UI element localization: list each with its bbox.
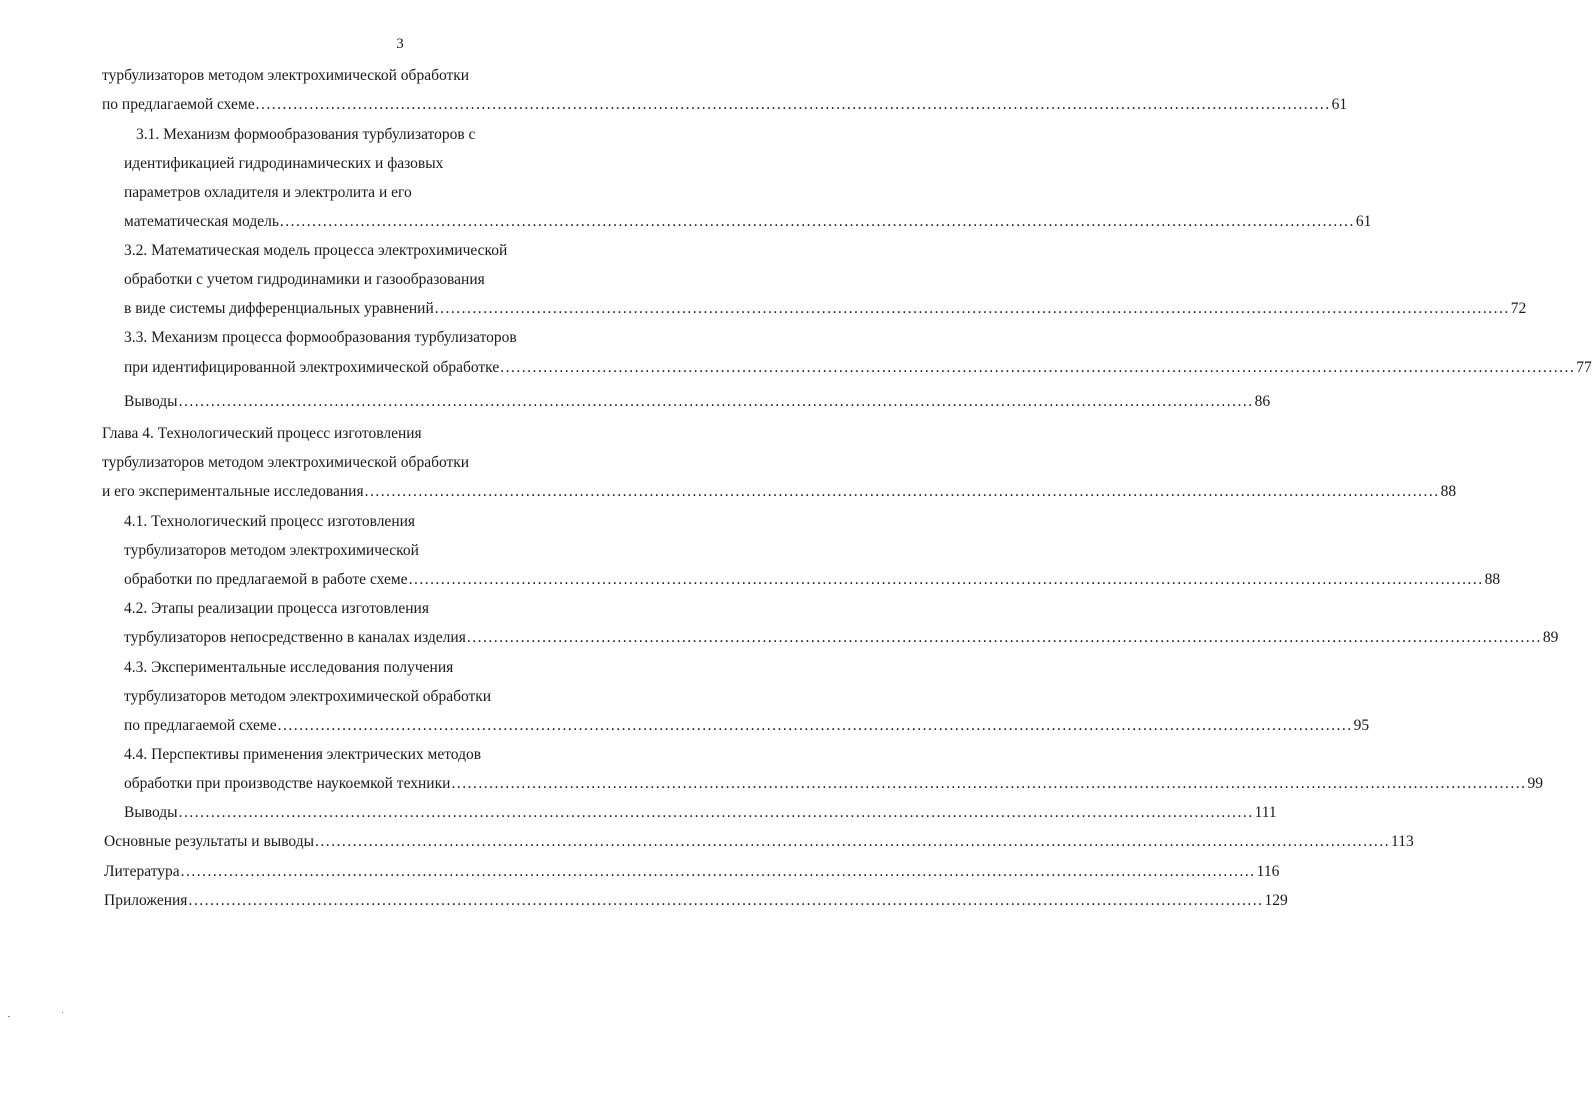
toc-entry-page: 111 [1254,804,1277,821]
toc-entry [124,716,1370,736]
toc-line-text: турбулизаторов методом электрохимической [124,542,419,559]
toc-entry [124,392,1271,412]
toc-entry-title: турбулизаторов непосредственно в каналах изделия [124,629,466,646]
toc-line [124,241,507,261]
toc-line-text: турбулизаторов методом электрохимической обработки [124,688,492,705]
toc-line [102,453,469,473]
toc-line-text: Глава 4. Технологический процесс изготовления [102,425,422,442]
toc-entry [104,891,1288,911]
toc-entry [124,774,1543,794]
toc-entry-page: 88 [1484,571,1501,588]
toc-entry-page: 77 [1576,359,1592,376]
scan-speck [62,1012,63,1013]
toc-line [124,687,491,707]
toc-entry [124,212,1372,232]
toc-entry-page: 61 [1355,213,1372,230]
toc-line [102,424,422,444]
dot-leader: ........................................................................................................................................................................................................ [178,393,1254,410]
toc-line [124,745,481,765]
toc-line-text: 3.1. Механизм формообразования турбулизаторов с [136,126,476,143]
dot-leader: ........................................................................................................................................................................................................ [364,483,1440,500]
toc-line-text: турбулизаторов методом электрохимической обработки [102,67,470,84]
dot-leader: ........................................................................................................................................................................................................ [434,300,1510,317]
toc-entry-title: обработки по предлагаемой в работе схеме [124,571,408,588]
toc-entry [124,358,1592,378]
dot-leader: ........................................................................................................................................................................................................ [188,892,1264,909]
toc-entry-title: по предлагаемой схеме [102,96,255,113]
toc-line [124,541,419,561]
toc-entry-title: математическая модель [124,213,279,230]
toc-entry-page: 95 [1353,717,1370,734]
toc-entry-page: 72 [1510,300,1527,317]
toc-entry-title: и его экспериментальные исследования [102,483,364,500]
toc-line-text: обработки с учетом гидродинамики и газообразования [124,271,485,288]
toc-entry-page: 86 [1254,393,1271,410]
dot-leader: ........................................................................................................................................................................................................ [178,804,1254,821]
toc-entry-title: Основные результаты и выводы [104,833,315,850]
toc-entry-page: 61 [1331,96,1348,113]
dot-leader: ........................................................................................................................................................................................................ [255,96,1331,113]
toc-line [124,658,453,678]
toc-entry [102,95,1348,115]
toc-line [102,66,469,86]
toc-line [124,328,517,348]
toc-line-text: 3.3. Механизм процесса формообразования турбулизаторов [124,329,517,346]
dot-leader: ........................................................................................................................................................................................................ [500,359,1576,376]
toc-line-text: параметров охладителя и электролита и его [124,184,412,201]
toc-entry [124,803,1277,823]
toc-line-text: 3.2. Математическая модель процесса электрохимической [124,242,508,259]
toc-entry [124,299,1527,319]
toc-line-text: 4.1. Технологический процесс изготовления [124,513,416,530]
dot-leader: ........................................................................................................................................................................................................ [180,863,1256,880]
toc-line [124,512,415,532]
toc-line-text: 4.3. Экспериментальные исследования получения [124,659,454,676]
toc-line-text: 4.2. Этапы реализации процесса изготовления [124,600,429,617]
toc-entry-title: при идентифицированной электрохимической обработке [124,359,500,376]
toc-entry-title: Приложения [104,892,188,909]
toc-entry-page: 88 [1440,483,1457,500]
toc-entry-title: по предлагаемой схеме [124,717,277,734]
scan-speck [8,1016,10,1017]
dot-leader: ........................................................................................................................................................................................................ [315,833,1391,850]
dot-leader: ........................................................................................................................................................................................................ [408,571,1484,588]
toc-entry-page: 113 [1391,833,1414,850]
toc-entry [104,862,1280,882]
dot-leader: ........................................................................................................................................................................................................ [279,213,1355,230]
dot-leader: ........................................................................................................................................................................................................ [277,717,1353,734]
toc-entry [102,482,1457,502]
toc-line [124,599,429,619]
dot-leader: ........................................................................................................................................................................................................ [466,629,1542,646]
toc-entry-title: Выводы [124,804,178,821]
toc-line [124,270,485,290]
page-number: 3 [396,36,404,52]
toc-entry [124,570,1501,590]
toc-entry [124,628,1559,648]
toc-line-text: 4.4. Перспективы применения электрических методов [124,746,482,763]
toc-entry-page: 89 [1542,629,1559,646]
toc-line [136,125,475,145]
toc-entry [104,832,1414,852]
toc-entry-page: 116 [1256,863,1280,880]
toc-entry-page: 129 [1264,892,1288,909]
toc-line [124,183,412,203]
toc-entry-title: в виде системы дифференциальных уравнений [124,300,434,317]
toc-line-text: турбулизаторов методом электрохимической обработки [102,454,470,471]
toc-line [124,154,443,174]
dot-leader: ........................................................................................................................................................................................................ [451,775,1527,792]
toc-entry-title: Литература [104,863,180,880]
toc-entry-title: обработки при производстве наукоемкой техники [124,775,451,792]
toc-entry-title: Выводы [124,393,178,410]
toc-entry-page: 99 [1527,775,1543,792]
toc-line-text: идентификацией гидродинамических и фазовых [124,155,444,172]
